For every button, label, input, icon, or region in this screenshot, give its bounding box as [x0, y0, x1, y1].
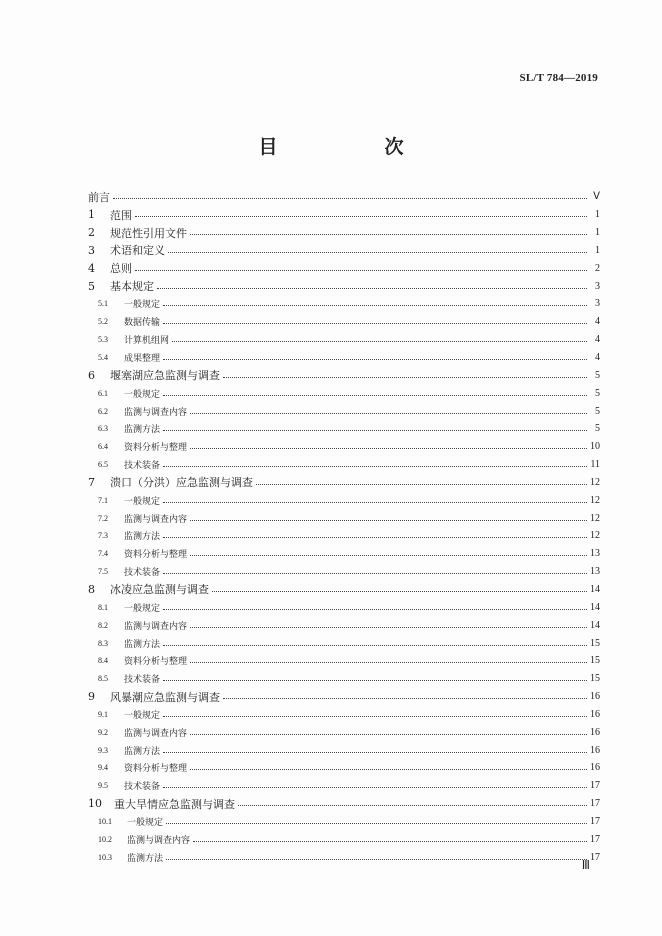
toc-entry-page: 17 [590, 833, 600, 845]
toc-entry-label: 资料分析与整理 [124, 764, 188, 775]
toc-subentry [88, 777, 600, 795]
toc-entry-number: 8.2 [98, 620, 108, 630]
dot-leader [157, 288, 587, 289]
toc-entry-number: 9 [88, 690, 95, 704]
toc-subentry [88, 295, 600, 313]
toc-entry-number: 6.2 [98, 406, 108, 416]
toc-entry-label: 范围 [110, 208, 132, 222]
toc-entry-page: 12 [590, 494, 600, 506]
toc-entry-page: 5 [595, 369, 600, 381]
toc-entry-page: 17 [590, 798, 600, 810]
toc-entry-label: 监测方法 [124, 532, 161, 543]
toc-entry-number: 3 [88, 243, 95, 257]
dot-leader [163, 323, 587, 324]
toc-entry-page: 17 [590, 815, 600, 827]
toc-entry-number: 7.4 [98, 549, 108, 559]
dot-leader [190, 627, 587, 628]
toc-entry-page: 14 [590, 601, 600, 613]
toc-entry-number: 5.4 [98, 353, 108, 363]
toc-entry-number: 4 [88, 261, 95, 275]
toc-entry-label: 溃口（分洪）应急监测与调查 [110, 476, 253, 490]
toc-subentry [88, 652, 600, 670]
toc-entry-label: 技术装备 [124, 568, 161, 579]
dot-leader [163, 502, 587, 503]
toc-entry-label: 资料分析与整理 [124, 550, 188, 561]
toc-entry-label: 技术装备 [124, 675, 161, 686]
toc-subentry [88, 545, 600, 563]
toc-entry-label: 冰凌应急监测与调查 [110, 583, 209, 597]
toc-entry-label: 监测方法 [124, 639, 161, 650]
dot-leader [135, 270, 587, 271]
toc-entry-label: 一般规定 [124, 710, 161, 721]
toc-subentry [88, 598, 600, 616]
dot-leader [163, 609, 587, 610]
toc-entry-page: 16 [590, 726, 600, 738]
dot-leader [190, 448, 587, 449]
dot-leader [163, 395, 587, 396]
dot-leader [190, 413, 587, 414]
toc-entry-label: 监测与调查内容 [124, 728, 188, 739]
dot-leader [193, 841, 587, 842]
toc-entry-page: 15 [590, 673, 600, 685]
toc-entry-page: Ⅴ [593, 191, 600, 203]
toc-subentry [88, 420, 600, 438]
toc-entry-page: 1 [595, 227, 600, 239]
toc-subentry [88, 563, 600, 581]
dot-leader [168, 252, 587, 253]
toc-entry-number: 10.2 [98, 834, 112, 844]
toc-entry-number: 6.3 [98, 424, 108, 434]
toc-entry-label: 一般规定 [127, 817, 164, 828]
toc-entry-number: 6.4 [98, 442, 108, 452]
standard-code: SL/T 784—2019 [519, 72, 598, 84]
toc-subentry [88, 759, 600, 777]
dot-leader [163, 430, 587, 431]
toc-subentry [88, 616, 600, 634]
toc-subentry [88, 830, 600, 848]
dot-leader [135, 216, 587, 217]
dot-leader [163, 359, 587, 360]
toc-subentry [88, 456, 600, 474]
dot-leader [190, 769, 587, 770]
dot-leader [190, 234, 587, 235]
dot-leader [190, 734, 587, 735]
dot-leader [190, 555, 587, 556]
toc-subentry [88, 705, 600, 723]
dot-leader [163, 645, 587, 646]
toc-entry-page: 1 [595, 209, 600, 221]
toc-entry [88, 795, 600, 813]
toc-entry-number: 9.1 [98, 709, 108, 719]
dot-leader [172, 341, 587, 342]
toc-entry-page: 12 [590, 476, 600, 488]
toc-entry-number: 10 [88, 797, 102, 811]
table-of-contents [88, 188, 600, 866]
toc-entry [88, 474, 600, 492]
toc-entry-label: 成果整理 [124, 354, 161, 365]
toc-entry [88, 581, 600, 599]
toc-entry-number: 9.3 [98, 745, 108, 755]
toc-entry-number: 8 [88, 582, 95, 596]
toc-subentry [88, 670, 600, 688]
toc-subentry [88, 813, 600, 831]
toc-entry-number: 5.2 [98, 317, 108, 327]
toc-entry-label: 监测方法 [127, 853, 164, 864]
toc-entry [88, 224, 600, 242]
toc-subentry [88, 634, 600, 652]
toc-entry-page: 4 [595, 334, 600, 346]
toc-subentry [88, 527, 600, 545]
toc-entry-page: 1 [595, 244, 600, 256]
dot-leader [163, 466, 587, 467]
toc-entry-label: 风暴潮应急监测与调查 [110, 690, 220, 704]
toc-title: 目 次 [258, 136, 448, 158]
toc-entry-number: 6 [88, 368, 95, 382]
toc-entry-page: 12 [590, 512, 600, 524]
toc-entry-label: 重大旱情应急监测与调查 [114, 797, 235, 811]
toc-entry-page: 16 [590, 691, 600, 703]
toc-entry-page: 5 [595, 405, 600, 417]
toc-entry-page: 13 [590, 566, 600, 578]
toc-entry-number: 9.4 [98, 763, 108, 773]
toc-entry-number: 7 [88, 475, 95, 489]
toc-entry-number: 7.5 [98, 567, 108, 577]
dot-leader [166, 823, 587, 824]
toc-entry-page: 15 [590, 655, 600, 667]
dot-leader [163, 680, 587, 681]
toc-entry-page: 17 [590, 851, 600, 863]
toc-entry-label: 监测方法 [124, 746, 161, 757]
toc-subentry [88, 313, 600, 331]
dot-leader [163, 716, 587, 717]
dot-leader [163, 752, 587, 753]
toc-entry-label: 监测与调查内容 [124, 621, 188, 632]
toc-entry-label: 技术装备 [124, 782, 161, 793]
toc-entry-label: 前言 [88, 190, 110, 204]
toc-subentry [88, 509, 600, 527]
toc-entry-page: 5 [595, 387, 600, 399]
toc-entry-label: 基本规定 [110, 280, 154, 294]
page-folio: Ⅲ [581, 858, 590, 872]
dot-leader [163, 305, 587, 306]
dot-leader [163, 787, 587, 788]
toc-entry [88, 206, 600, 224]
dot-leader [223, 377, 587, 378]
toc-entry-number: 7.2 [98, 513, 108, 523]
toc-entry-page: 2 [595, 262, 600, 274]
toc-subentry [88, 723, 600, 741]
toc-entry-number: 5.1 [98, 299, 108, 309]
toc-entry-number: 5.3 [98, 335, 108, 345]
toc-entry-number: 7.3 [98, 531, 108, 541]
toc-entry-label: 一般规定 [124, 603, 161, 614]
toc-entry [88, 688, 600, 706]
toc-entry-page: 14 [590, 619, 600, 631]
toc-entry-number: 5 [88, 279, 95, 293]
toc-entry-page: 3 [595, 280, 600, 292]
toc-entry-page: 16 [590, 708, 600, 720]
dot-leader [256, 484, 587, 485]
dot-leader [238, 805, 587, 806]
toc-subentry [88, 438, 600, 456]
toc-entry-number: 10.3 [98, 852, 112, 862]
dot-leader [190, 662, 587, 663]
toc-entry-page: 16 [590, 744, 600, 756]
dot-leader [166, 859, 587, 860]
toc-subentry [88, 402, 600, 420]
toc-entry-number: 1 [88, 208, 95, 222]
toc-entry-page: 3 [595, 298, 600, 310]
toc-entry [88, 259, 600, 277]
toc-entry [88, 277, 600, 295]
toc-entry-label: 资料分析与整理 [124, 443, 188, 454]
toc-entry-page: 5 [595, 423, 600, 435]
toc-entry-number: 6.1 [98, 388, 108, 398]
toc-entry-label: 一般规定 [124, 300, 161, 311]
dot-leader [163, 537, 587, 538]
toc-entry-number: 6.5 [98, 460, 108, 470]
toc-entry-label: 堰塞湖应急监测与调查 [110, 369, 220, 383]
toc-entry-label: 规范性引用文件 [110, 226, 187, 240]
toc-entry-page: 12 [590, 530, 600, 542]
dot-leader [223, 698, 587, 699]
toc-subentry [88, 331, 600, 349]
toc-entry-label: 总则 [110, 262, 132, 276]
toc-entry-page: 16 [590, 762, 600, 774]
toc-subentry [88, 491, 600, 509]
toc-subentry [88, 848, 600, 866]
toc-entry-number: 8.3 [98, 638, 108, 648]
toc-entry-page: 11 [590, 459, 600, 471]
dot-leader [113, 198, 587, 199]
toc-entry-number: 7.1 [98, 495, 108, 505]
toc-entry-label: 计算机组网 [124, 336, 170, 347]
toc-entry [88, 188, 600, 206]
toc-subentry [88, 741, 600, 759]
toc-entry-number: 8.1 [98, 602, 108, 612]
toc-entry-label: 技术装备 [124, 461, 161, 472]
toc-entry-label: 一般规定 [124, 389, 161, 400]
toc-entry-number: 9.5 [98, 781, 108, 791]
toc-entry-page: 13 [590, 548, 600, 560]
toc-entry [88, 366, 600, 384]
toc-entry-number: 8.4 [98, 656, 108, 666]
toc-entry-page: 17 [590, 780, 600, 792]
toc-entry-number: 9.2 [98, 727, 108, 737]
toc-entry-label: 监测与调查内容 [124, 407, 188, 418]
toc-entry-page: 15 [590, 637, 600, 649]
toc-entry-page: 4 [595, 316, 600, 328]
toc-entry-page: 14 [590, 583, 600, 595]
dot-leader [190, 520, 587, 521]
toc-entry-label: 监测与调查内容 [124, 514, 188, 525]
toc-entry-label: 数据传输 [124, 318, 161, 329]
toc-entry-number: 2 [88, 226, 95, 240]
toc-entry-number: 8.5 [98, 674, 108, 684]
toc-subentry [88, 384, 600, 402]
toc-entry-label: 监测与调查内容 [127, 835, 191, 846]
toc-entry-number: 10.1 [98, 816, 112, 826]
dot-leader [163, 573, 587, 574]
toc-entry-page: 4 [595, 352, 600, 364]
toc-entry-label: 术语和定义 [110, 244, 165, 258]
toc-subentry [88, 349, 600, 367]
toc-entry-label: 一般规定 [124, 496, 161, 507]
toc-entry-label: 资料分析与整理 [124, 657, 188, 668]
toc-entry-page: 10 [590, 441, 600, 453]
dot-leader [212, 591, 587, 592]
toc-entry [88, 242, 600, 260]
toc-entry-label: 监测方法 [124, 425, 161, 436]
